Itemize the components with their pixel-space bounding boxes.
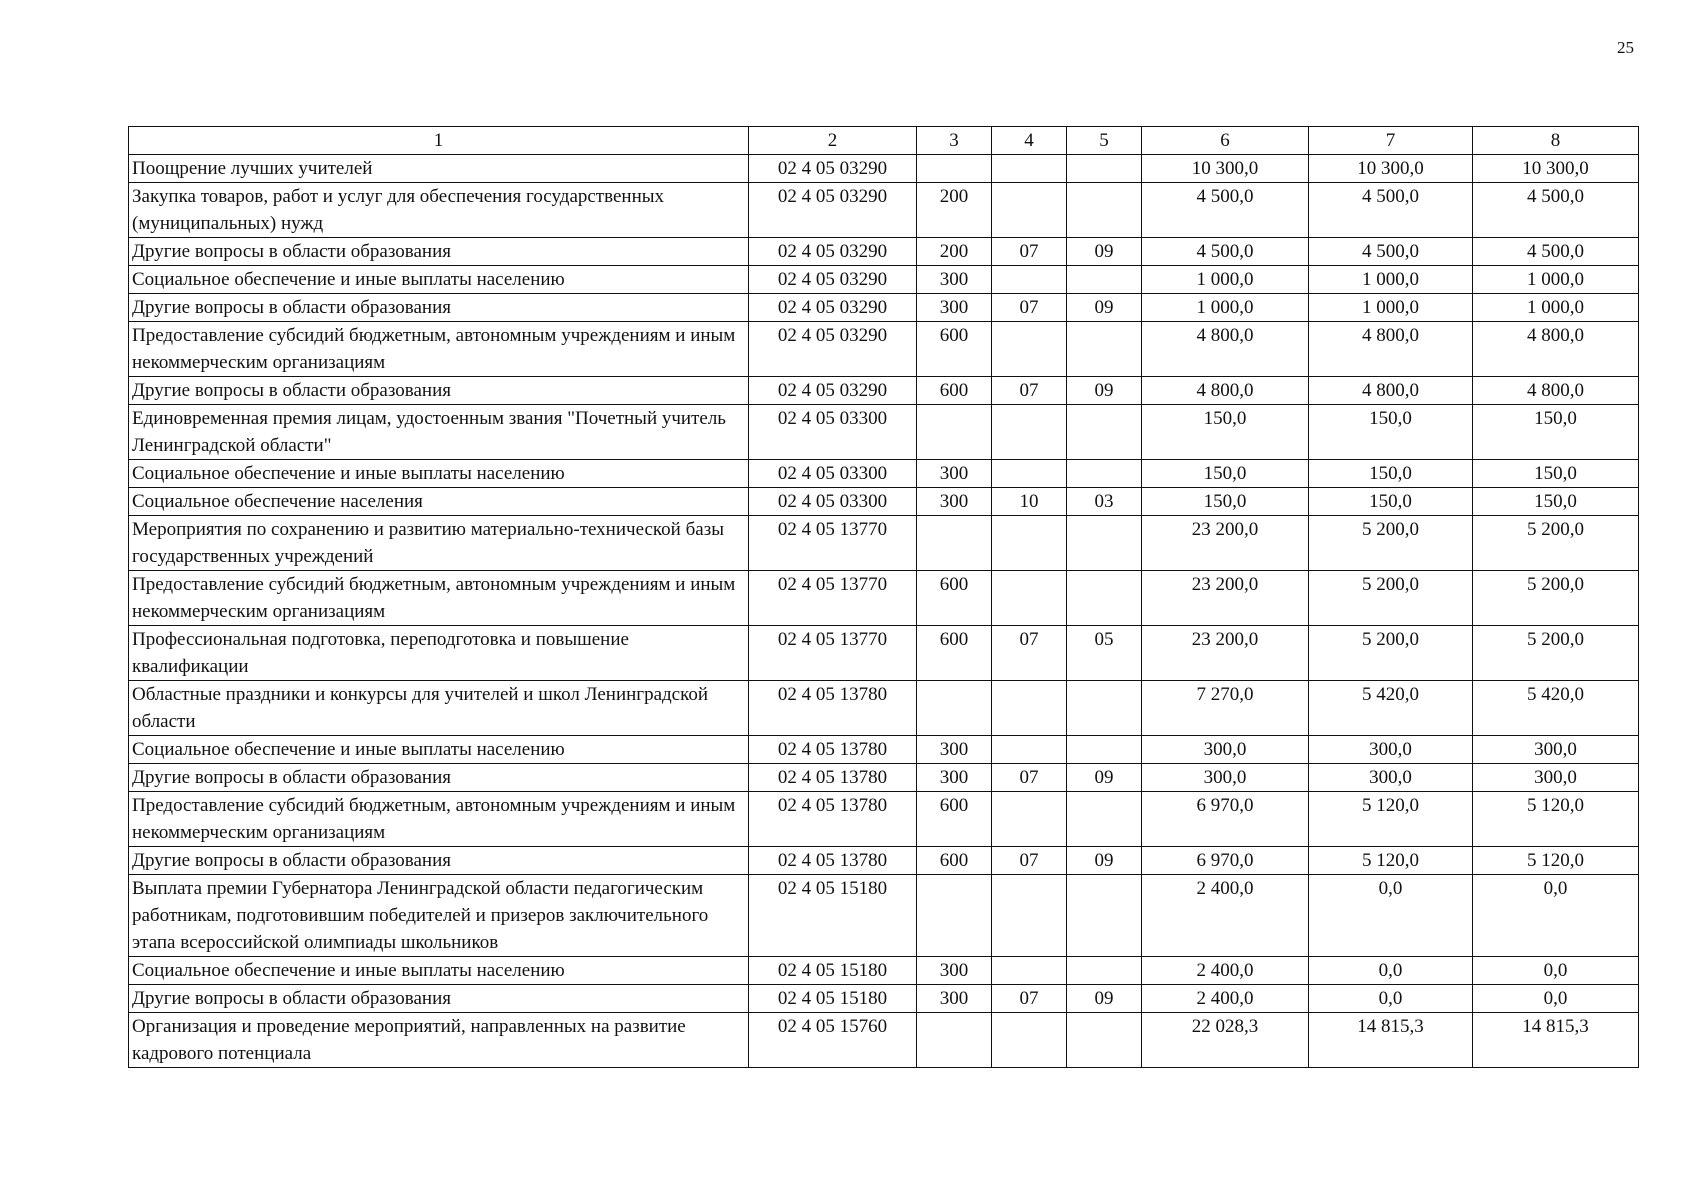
expense-type-cell: 200 — [917, 183, 992, 238]
amount-year2-cell: 4 500,0 — [1309, 183, 1473, 238]
subsection-cell: 09 — [1067, 764, 1142, 792]
expense-type-cell: 300 — [917, 266, 992, 294]
subsection-cell — [1067, 516, 1142, 571]
amount-year2-cell: 1 000,0 — [1309, 294, 1473, 322]
table-row — [129, 266, 1639, 294]
target-code-cell: 02 4 05 13780 — [749, 847, 917, 875]
subsection-cell — [1067, 681, 1142, 736]
amount-year3-cell: 1 000,0 — [1473, 266, 1639, 294]
table-row — [129, 377, 1639, 405]
item-name-cell: Профессиональная подготовка, переподготовка и повышение квалификации — [129, 626, 749, 681]
amount-year2-cell: 5 200,0 — [1309, 516, 1473, 571]
section-cell — [992, 460, 1067, 488]
amount-year2-cell: 0,0 — [1309, 985, 1473, 1013]
section-cell: 07 — [992, 764, 1067, 792]
target-code-cell: 02 4 05 03290 — [749, 377, 917, 405]
target-code-cell: 02 4 05 03300 — [749, 460, 917, 488]
table-row — [129, 571, 1639, 626]
target-code-cell: 02 4 05 15180 — [749, 985, 917, 1013]
subsection-cell: 09 — [1067, 377, 1142, 405]
expense-type-cell: 300 — [917, 985, 992, 1013]
amount-year1-cell: 4 800,0 — [1142, 377, 1309, 405]
item-name-cell: Социальное обеспечение населения — [129, 488, 749, 516]
table-row — [129, 792, 1639, 847]
table-row — [129, 681, 1639, 736]
section-cell — [992, 183, 1067, 238]
section-cell — [992, 957, 1067, 985]
expense-type-cell: 600 — [917, 377, 992, 405]
item-name-cell: Другие вопросы в области образования — [129, 764, 749, 792]
amount-year2-cell: 0,0 — [1309, 957, 1473, 985]
item-name-cell: Социальное обеспечение и иные выплаты населению — [129, 957, 749, 985]
expense-type-cell — [917, 1013, 992, 1068]
target-code-cell: 02 4 05 03290 — [749, 155, 917, 183]
table-header-row — [129, 127, 1639, 155]
amount-year1-cell: 23 200,0 — [1142, 626, 1309, 681]
subsection-cell: 09 — [1067, 294, 1142, 322]
item-name-cell: Предоставление субсидий бюджетным, автономным учреждениям и иным некоммерческим организациям — [129, 322, 749, 377]
amount-year2-cell: 4 800,0 — [1309, 322, 1473, 377]
column-header: 5 — [1067, 127, 1142, 155]
amount-year3-cell: 300,0 — [1473, 764, 1639, 792]
amount-year3-cell: 5 420,0 — [1473, 681, 1639, 736]
subsection-cell: 09 — [1067, 238, 1142, 266]
item-name-cell: Предоставление субсидий бюджетным, автономным учреждениям и иным некоммерческим организациям — [129, 792, 749, 847]
section-cell — [992, 516, 1067, 571]
amount-year3-cell: 5 120,0 — [1473, 792, 1639, 847]
amount-year1-cell: 4 800,0 — [1142, 322, 1309, 377]
table-row — [129, 405, 1639, 460]
target-code-cell: 02 4 05 13780 — [749, 681, 917, 736]
amount-year3-cell: 10 300,0 — [1473, 155, 1639, 183]
table-row — [129, 488, 1639, 516]
subsection-cell — [1067, 875, 1142, 957]
section-cell — [992, 736, 1067, 764]
amount-year1-cell: 150,0 — [1142, 460, 1309, 488]
amount-year1-cell: 2 400,0 — [1142, 875, 1309, 957]
table-row — [129, 460, 1639, 488]
table-row — [129, 1013, 1639, 1068]
item-name-cell: Другие вопросы в области образования — [129, 847, 749, 875]
subsection-cell: 03 — [1067, 488, 1142, 516]
target-code-cell: 02 4 05 13770 — [749, 516, 917, 571]
amount-year3-cell: 0,0 — [1473, 875, 1639, 957]
target-code-cell: 02 4 05 03290 — [749, 294, 917, 322]
table-row — [129, 736, 1639, 764]
amount-year3-cell: 150,0 — [1473, 488, 1639, 516]
target-code-cell: 02 4 05 15180 — [749, 957, 917, 985]
table-row — [129, 155, 1639, 183]
amount-year1-cell: 6 970,0 — [1142, 792, 1309, 847]
section-cell — [992, 681, 1067, 736]
amount-year1-cell: 4 500,0 — [1142, 238, 1309, 266]
amount-year3-cell: 4 500,0 — [1473, 183, 1639, 238]
amount-year2-cell: 0,0 — [1309, 875, 1473, 957]
amount-year1-cell: 150,0 — [1142, 405, 1309, 460]
item-name-cell: Мероприятия по сохранению и развитию материально-технической базы государственных учреждений — [129, 516, 749, 571]
amount-year1-cell: 7 270,0 — [1142, 681, 1309, 736]
column-header: 3 — [917, 127, 992, 155]
column-header: 8 — [1473, 127, 1639, 155]
expense-type-cell: 300 — [917, 294, 992, 322]
amount-year2-cell: 5 120,0 — [1309, 792, 1473, 847]
item-name-cell: Областные праздники и конкурсы для учителей и школ Ленинградской области — [129, 681, 749, 736]
amount-year3-cell: 150,0 — [1473, 405, 1639, 460]
amount-year1-cell: 1 000,0 — [1142, 294, 1309, 322]
expense-type-cell — [917, 405, 992, 460]
amount-year1-cell: 23 200,0 — [1142, 516, 1309, 571]
column-header: 2 — [749, 127, 917, 155]
section-cell: 07 — [992, 294, 1067, 322]
amount-year1-cell: 1 000,0 — [1142, 266, 1309, 294]
amount-year2-cell: 14 815,3 — [1309, 1013, 1473, 1068]
amount-year2-cell: 300,0 — [1309, 764, 1473, 792]
target-code-cell: 02 4 05 03300 — [749, 488, 917, 516]
target-code-cell: 02 4 05 13770 — [749, 571, 917, 626]
target-code-cell: 02 4 05 13780 — [749, 792, 917, 847]
section-cell: 07 — [992, 847, 1067, 875]
table-row — [129, 322, 1639, 377]
amount-year1-cell: 10 300,0 — [1142, 155, 1309, 183]
table-row — [129, 875, 1639, 957]
subsection-cell: 05 — [1067, 626, 1142, 681]
section-cell — [992, 1013, 1067, 1068]
table-row — [129, 238, 1639, 266]
amount-year2-cell: 4 500,0 — [1309, 238, 1473, 266]
item-name-cell: Социальное обеспечение и иные выплаты населению — [129, 736, 749, 764]
amount-year1-cell: 6 970,0 — [1142, 847, 1309, 875]
section-cell: 07 — [992, 377, 1067, 405]
section-cell — [992, 571, 1067, 626]
section-cell: 07 — [992, 626, 1067, 681]
amount-year1-cell: 2 400,0 — [1142, 985, 1309, 1013]
amount-year3-cell: 4 800,0 — [1473, 322, 1639, 377]
item-name-cell: Организация и проведение мероприятий, направленных на развитие кадрового потенциала — [129, 1013, 749, 1068]
table-row — [129, 183, 1639, 238]
amount-year2-cell: 4 800,0 — [1309, 377, 1473, 405]
target-code-cell: 02 4 05 03290 — [749, 322, 917, 377]
section-cell — [992, 322, 1067, 377]
amount-year1-cell: 300,0 — [1142, 764, 1309, 792]
expense-type-cell: 600 — [917, 626, 992, 681]
section-cell: 07 — [992, 238, 1067, 266]
section-cell — [992, 405, 1067, 460]
expense-type-cell: 300 — [917, 957, 992, 985]
amount-year1-cell: 22 028,3 — [1142, 1013, 1309, 1068]
table-row — [129, 516, 1639, 571]
table-row — [129, 764, 1639, 792]
expense-type-cell: 300 — [917, 736, 992, 764]
item-name-cell: Закупка товаров, работ и услуг для обеспечения государственных (муниципальных) нужд — [129, 183, 749, 238]
budget-table — [128, 126, 1639, 1068]
subsection-cell — [1067, 571, 1142, 626]
amount-year2-cell: 5 200,0 — [1309, 571, 1473, 626]
item-name-cell: Предоставление субсидий бюджетным, автономным учреждениям и иным некоммерческим организациям — [129, 571, 749, 626]
table-row — [129, 626, 1639, 681]
expense-type-cell: 200 — [917, 238, 992, 266]
item-name-cell: Социальное обеспечение и иные выплаты населению — [129, 460, 749, 488]
expense-type-cell — [917, 681, 992, 736]
amount-year3-cell: 150,0 — [1473, 460, 1639, 488]
amount-year2-cell: 1 000,0 — [1309, 266, 1473, 294]
target-code-cell: 02 4 05 15180 — [749, 875, 917, 957]
expense-type-cell — [917, 516, 992, 571]
item-name-cell: Социальное обеспечение и иные выплаты населению — [129, 266, 749, 294]
amount-year2-cell: 150,0 — [1309, 460, 1473, 488]
target-code-cell: 02 4 05 13770 — [749, 626, 917, 681]
item-name-cell: Другие вопросы в области образования — [129, 985, 749, 1013]
target-code-cell: 02 4 05 15760 — [749, 1013, 917, 1068]
amount-year2-cell: 5 420,0 — [1309, 681, 1473, 736]
amount-year3-cell: 0,0 — [1473, 957, 1639, 985]
subsection-cell — [1067, 792, 1142, 847]
subsection-cell — [1067, 266, 1142, 294]
amount-year3-cell: 1 000,0 — [1473, 294, 1639, 322]
subsection-cell — [1067, 405, 1142, 460]
target-code-cell: 02 4 05 03290 — [749, 266, 917, 294]
item-name-cell: Другие вопросы в области образования — [129, 294, 749, 322]
table-row — [129, 957, 1639, 985]
column-header: 7 — [1309, 127, 1473, 155]
amount-year2-cell: 5 120,0 — [1309, 847, 1473, 875]
target-code-cell: 02 4 05 03290 — [749, 238, 917, 266]
target-code-cell: 02 4 05 03290 — [749, 183, 917, 238]
amount-year3-cell: 5 200,0 — [1473, 571, 1639, 626]
amount-year1-cell: 2 400,0 — [1142, 957, 1309, 985]
subsection-cell: 09 — [1067, 847, 1142, 875]
amount-year3-cell: 300,0 — [1473, 736, 1639, 764]
amount-year3-cell: 5 200,0 — [1473, 626, 1639, 681]
subsection-cell — [1067, 155, 1142, 183]
amount-year1-cell: 300,0 — [1142, 736, 1309, 764]
amount-year3-cell: 4 500,0 — [1473, 238, 1639, 266]
page-number: 25 — [1617, 38, 1634, 57]
amount-year2-cell: 300,0 — [1309, 736, 1473, 764]
column-header: 6 — [1142, 127, 1309, 155]
target-code-cell: 02 4 05 13780 — [749, 764, 917, 792]
subsection-cell — [1067, 1013, 1142, 1068]
subsection-cell — [1067, 736, 1142, 764]
amount-year1-cell: 23 200,0 — [1142, 571, 1309, 626]
table-row — [129, 847, 1639, 875]
section-cell — [992, 792, 1067, 847]
amount-year2-cell: 5 200,0 — [1309, 626, 1473, 681]
column-header: 4 — [992, 127, 1067, 155]
expense-type-cell — [917, 155, 992, 183]
expense-type-cell: 300 — [917, 460, 992, 488]
expense-type-cell — [917, 875, 992, 957]
amount-year3-cell: 4 800,0 — [1473, 377, 1639, 405]
amount-year2-cell: 150,0 — [1309, 405, 1473, 460]
item-name-cell: Поощрение лучших учителей — [129, 155, 749, 183]
subsection-cell — [1067, 957, 1142, 985]
item-name-cell: Единовременная премия лицам, удостоенным звания "Почетный учитель Ленинградской области" — [129, 405, 749, 460]
subsection-cell — [1067, 460, 1142, 488]
item-name-cell: Другие вопросы в области образования — [129, 238, 749, 266]
expense-type-cell: 300 — [917, 488, 992, 516]
subsection-cell — [1067, 322, 1142, 377]
table-row — [129, 985, 1639, 1013]
column-header: 1 — [129, 127, 749, 155]
table-row — [129, 294, 1639, 322]
table-body — [129, 155, 1639, 1068]
section-cell: 07 — [992, 985, 1067, 1013]
amount-year3-cell: 5 200,0 — [1473, 516, 1639, 571]
section-cell — [992, 875, 1067, 957]
amount-year1-cell: 4 500,0 — [1142, 183, 1309, 238]
section-cell — [992, 266, 1067, 294]
amount-year2-cell: 10 300,0 — [1309, 155, 1473, 183]
item-name-cell: Другие вопросы в области образования — [129, 377, 749, 405]
subsection-cell: 09 — [1067, 985, 1142, 1013]
item-name-cell: Выплата премии Губернатора Ленинградской области педагогическим работникам, подготовившим победителей и призеров заключительного этапа всероссийской олимпиады школьников — [129, 875, 749, 957]
amount-year1-cell: 150,0 — [1142, 488, 1309, 516]
section-cell: 10 — [992, 488, 1067, 516]
amount-year2-cell: 150,0 — [1309, 488, 1473, 516]
expense-type-cell: 300 — [917, 764, 992, 792]
amount-year3-cell: 5 120,0 — [1473, 847, 1639, 875]
expense-type-cell: 600 — [917, 571, 992, 626]
expense-type-cell: 600 — [917, 847, 992, 875]
target-code-cell: 02 4 05 03300 — [749, 405, 917, 460]
subsection-cell — [1067, 183, 1142, 238]
expense-type-cell: 600 — [917, 792, 992, 847]
amount-year3-cell: 0,0 — [1473, 985, 1639, 1013]
target-code-cell: 02 4 05 13780 — [749, 736, 917, 764]
expense-type-cell: 600 — [917, 322, 992, 377]
section-cell — [992, 155, 1067, 183]
amount-year3-cell: 14 815,3 — [1473, 1013, 1639, 1068]
